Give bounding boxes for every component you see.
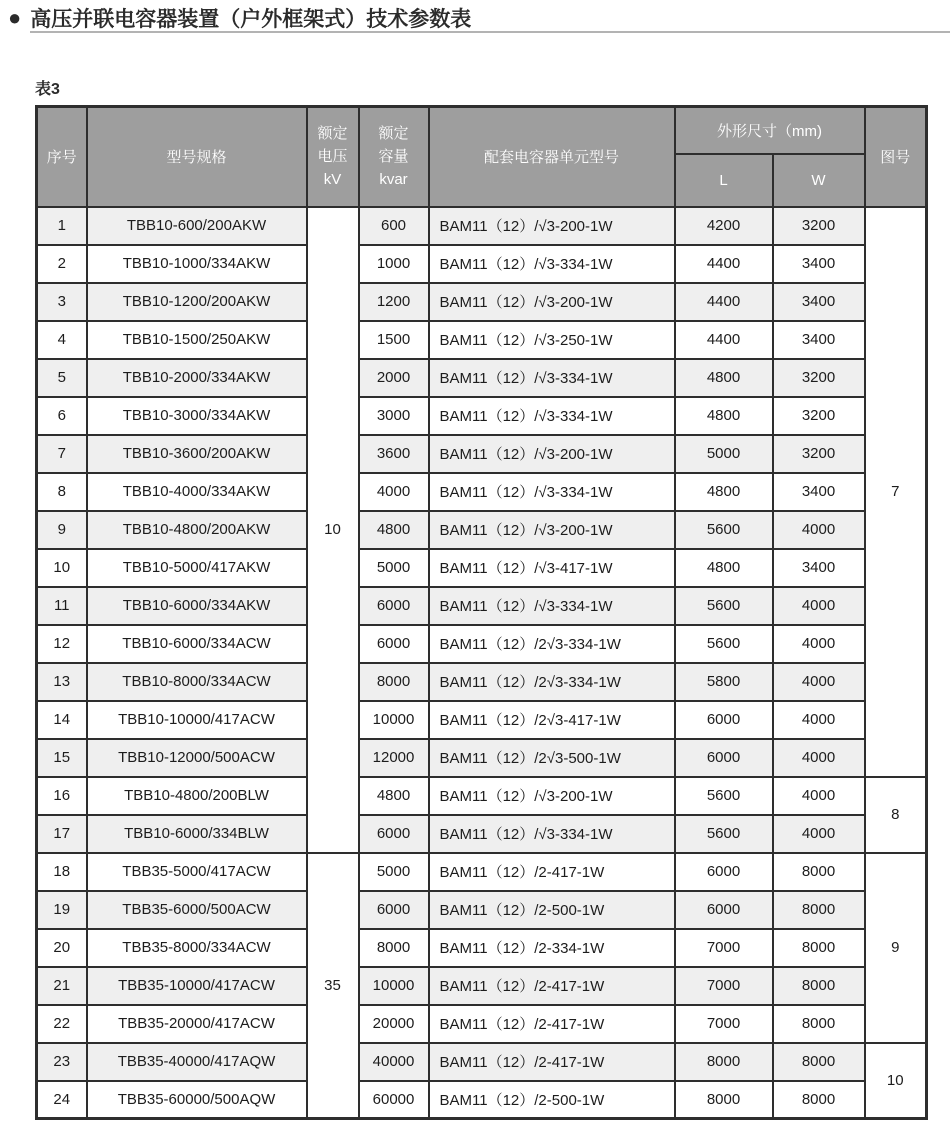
cell-dimension-w: 8000 [773,1043,865,1081]
cell-serial-no: 12 [37,625,87,663]
header-unit-model: 配套电容器单元型号 [429,107,675,207]
cell-dimension-w: 8000 [773,929,865,967]
cell-rated-capacity: 6000 [359,891,429,929]
header-dimensions: 外形尺寸（mm) [675,107,865,154]
cell-serial-no: 18 [37,853,87,891]
cell-dimension-w: 4000 [773,511,865,549]
cell-serial-no: 13 [37,663,87,701]
cell-capacitor-unit-model: BAM11（12）/√3-200-1W [429,283,675,321]
cell-capacitor-unit-model: BAM11（12）/√3-334-1W [429,473,675,511]
cell-capacitor-unit-model: BAM11（12）/2√3-334-1W [429,625,675,663]
cell-dimension-l: 6000 [675,701,773,739]
cell-dimension-l: 5600 [675,587,773,625]
cell-rated-capacity: 5000 [359,549,429,587]
cell-capacitor-unit-model: BAM11（12）/√3-417-1W [429,549,675,587]
cell-model-spec: TBB10-6000/334AKW [87,587,307,625]
cell-capacitor-unit-model: BAM11（12）/2√3-334-1W [429,663,675,701]
cell-rated-capacity: 40000 [359,1043,429,1081]
cell-serial-no: 16 [37,777,87,815]
table-body [37,207,927,1119]
cell-model-spec: TBB10-5000/417AKW [87,549,307,587]
cell-rated-capacity: 1000 [359,245,429,283]
cell-model-spec: TBB10-1500/250AKW [87,321,307,359]
table-row [37,283,927,321]
cell-model-spec: TBB10-4800/200AKW [87,511,307,549]
cell-dimension-w: 3200 [773,359,865,397]
cell-rated-capacity: 8000 [359,929,429,967]
bullet-icon: ● [8,5,22,30]
cell-serial-no: 10 [37,549,87,587]
header-rated-voltage: 额定 电压 kV [307,107,359,207]
cell-dimension-w: 8000 [773,891,865,929]
cell-capacitor-unit-model: BAM11（12）/√3-334-1W [429,245,675,283]
cell-rated-capacity: 4800 [359,777,429,815]
table-row [37,891,927,929]
cell-dimension-l: 8000 [675,1081,773,1119]
cell-capacitor-unit-model: BAM11（12）/√3-200-1W [429,511,675,549]
cell-rated-capacity: 6000 [359,625,429,663]
cell-dimension-l: 6000 [675,739,773,777]
table-row [37,397,927,435]
cell-rated-capacity: 4800 [359,511,429,549]
cell-dimension-l: 5600 [675,625,773,663]
cell-serial-no: 22 [37,1005,87,1043]
table-row [37,207,927,245]
cell-model-spec: TBB10-3000/334AKW [87,397,307,435]
cell-serial-no: 6 [37,397,87,435]
table-row [37,435,927,473]
cell-dimension-l: 5600 [675,511,773,549]
cell-dimension-w: 8000 [773,1081,865,1119]
cell-rated-capacity: 5000 [359,853,429,891]
cell-dimension-l: 6000 [675,853,773,891]
cell-dimension-l: 4400 [675,245,773,283]
cell-dimension-w: 3400 [773,549,865,587]
cell-serial-no: 3 [37,283,87,321]
cell-dimension-w: 4000 [773,663,865,701]
cell-figure-no: 7 [865,207,927,777]
table-row [37,815,927,853]
cell-rated-capacity: 2000 [359,359,429,397]
cell-capacitor-unit-model: BAM11（12）/2√3-500-1W [429,739,675,777]
cell-rated-capacity: 12000 [359,739,429,777]
page-title-text: 高压并联电容器装置（户外框架式）技术参数表 [30,8,472,31]
cell-model-spec: TBB35-5000/417ACW [87,853,307,891]
cell-dimension-l: 8000 [675,1043,773,1081]
cell-dimension-w: 3400 [773,283,865,321]
cell-figure-no: 8 [865,777,927,853]
table-row [37,663,927,701]
cell-dimension-l: 7000 [675,929,773,967]
cell-serial-no: 5 [37,359,87,397]
cell-capacitor-unit-model: BAM11（12）/2√3-417-1W [429,701,675,739]
table-row [37,967,927,1005]
cell-dimension-w: 3200 [773,207,865,245]
cell-serial-no: 24 [37,1081,87,1119]
table-row [37,511,927,549]
cell-model-spec: TBB35-40000/417AQW [87,1043,307,1081]
table-row [37,739,927,777]
cell-serial-no: 7 [37,435,87,473]
cell-model-spec: TBB10-8000/334ACW [87,663,307,701]
cell-serial-no: 2 [37,245,87,283]
cell-rated-capacity: 20000 [359,1005,429,1043]
cell-rated-capacity: 3000 [359,397,429,435]
cell-rated-voltage: 35 [307,853,359,1119]
cell-dimension-w: 3400 [773,321,865,359]
table-row [37,929,927,967]
table-row [37,473,927,511]
cell-serial-no: 19 [37,891,87,929]
cell-model-spec: TBB10-6000/334BLW [87,815,307,853]
cell-capacitor-unit-model: BAM11（12）/2-334-1W [429,929,675,967]
page-title [8,3,471,33]
cell-capacitor-unit-model: BAM11（12）/2-417-1W [429,967,675,1005]
cell-model-spec: TBB10-10000/417ACW [87,701,307,739]
cell-rated-capacity: 60000 [359,1081,429,1119]
cell-dimension-w: 3200 [773,397,865,435]
cell-capacitor-unit-model: BAM11（12）/2-417-1W [429,1005,675,1043]
cell-rated-capacity: 4000 [359,473,429,511]
cell-rated-capacity: 1200 [359,283,429,321]
header-dimension-w: W [773,154,865,207]
cell-dimension-l: 7000 [675,967,773,1005]
cell-rated-capacity: 6000 [359,587,429,625]
cell-rated-capacity: 6000 [359,815,429,853]
cell-dimension-w: 8000 [773,1005,865,1043]
cell-rated-capacity: 10000 [359,701,429,739]
cell-figure-no: 10 [865,1043,927,1119]
cell-dimension-w: 3200 [773,435,865,473]
table-label: 表3 [35,81,60,98]
cell-model-spec: TBB10-4000/334AKW [87,473,307,511]
table-row [37,359,927,397]
cell-dimension-w: 3400 [773,245,865,283]
cell-dimension-w: 4000 [773,701,865,739]
table-row [37,853,927,891]
cell-capacitor-unit-model: BAM11（12）/√3-200-1W [429,777,675,815]
header-no: 序号 [37,107,87,207]
cell-dimension-l: 7000 [675,1005,773,1043]
cell-model-spec: TBB10-1200/200AKW [87,283,307,321]
cell-capacitor-unit-model: BAM11（12）/√3-334-1W [429,587,675,625]
cell-model-spec: TBB35-60000/500AQW [87,1081,307,1119]
cell-capacitor-unit-model: BAM11（12）/2-500-1W [429,891,675,929]
header-model: 型号规格 [87,107,307,207]
cell-model-spec: TBB10-600/200AKW [87,207,307,245]
cell-dimension-l: 5800 [675,663,773,701]
cell-model-spec: TBB10-4800/200BLW [87,777,307,815]
cell-dimension-w: 4000 [773,739,865,777]
cell-serial-no: 11 [37,587,87,625]
header-dimension-l: L [675,154,773,207]
table-header [37,107,927,207]
cell-rated-capacity: 3600 [359,435,429,473]
cell-dimension-l: 4800 [675,549,773,587]
cell-model-spec: TBB35-6000/500ACW [87,891,307,929]
cell-rated-capacity: 10000 [359,967,429,1005]
cell-serial-no: 20 [37,929,87,967]
table-row [37,245,927,283]
cell-rated-capacity: 8000 [359,663,429,701]
cell-rated-capacity: 1500 [359,321,429,359]
cell-capacitor-unit-model: BAM11（12）/√3-334-1W [429,815,675,853]
cell-capacitor-unit-model: BAM11（12）/√3-334-1W [429,397,675,435]
cell-serial-no: 14 [37,701,87,739]
cell-model-spec: TBB10-6000/334ACW [87,625,307,663]
cell-serial-no: 4 [37,321,87,359]
cell-dimension-w: 3400 [773,473,865,511]
header-figure: 图号 [865,107,927,207]
header-rated-capacity: 额定 容量 kvar [359,107,429,207]
cell-dimension-w: 8000 [773,967,865,1005]
cell-serial-no: 21 [37,967,87,1005]
cell-model-spec: TBB10-3600/200AKW [87,435,307,473]
cell-model-spec: TBB10-12000/500ACW [87,739,307,777]
cell-dimension-l: 4800 [675,397,773,435]
cell-model-spec: TBB10-1000/334AKW [87,245,307,283]
cell-dimension-l: 4400 [675,321,773,359]
cell-dimension-l: 5000 [675,435,773,473]
table-row [37,701,927,739]
cell-capacitor-unit-model: BAM11（12）/2-500-1W [429,1081,675,1119]
cell-capacitor-unit-model: BAM11（12）/√3-200-1W [429,207,675,245]
cell-capacitor-unit-model: BAM11（12）/√3-334-1W [429,359,675,397]
cell-capacitor-unit-model: BAM11（12）/√3-250-1W [429,321,675,359]
table-row [37,625,927,663]
cell-capacitor-unit-model: BAM11（12）/2-417-1W [429,853,675,891]
cell-rated-voltage: 10 [307,207,359,853]
table-row [37,777,927,815]
cell-serial-no: 17 [37,815,87,853]
cell-capacitor-unit-model: BAM11（12）/2-417-1W [429,1043,675,1081]
cell-capacitor-unit-model: BAM11（12）/√3-200-1W [429,435,675,473]
cell-dimension-w: 4000 [773,815,865,853]
table-row [37,549,927,587]
parameters-table [35,105,928,1120]
cell-dimension-w: 4000 [773,625,865,663]
cell-serial-no: 23 [37,1043,87,1081]
cell-dimension-l: 4200 [675,207,773,245]
cell-model-spec: TBB35-10000/417ACW [87,967,307,1005]
title-divider [30,31,950,33]
cell-dimension-l: 4800 [675,473,773,511]
cell-dimension-l: 4800 [675,359,773,397]
cell-dimension-l: 5600 [675,777,773,815]
cell-model-spec: TBB35-20000/417ACW [87,1005,307,1043]
cell-serial-no: 1 [37,207,87,245]
cell-dimension-w: 4000 [773,587,865,625]
cell-dimension-w: 8000 [773,853,865,891]
table-row [37,1043,927,1081]
cell-dimension-l: 6000 [675,891,773,929]
cell-dimension-l: 4400 [675,283,773,321]
cell-serial-no: 15 [37,739,87,777]
cell-model-spec: TBB10-2000/334AKW [87,359,307,397]
cell-rated-capacity: 600 [359,207,429,245]
cell-model-spec: TBB35-8000/334ACW [87,929,307,967]
cell-serial-no: 8 [37,473,87,511]
table-row [37,321,927,359]
table-row [37,587,927,625]
cell-serial-no: 9 [37,511,87,549]
table-row [37,1005,927,1043]
cell-dimension-l: 5600 [675,815,773,853]
cell-figure-no: 9 [865,853,927,1043]
table-row [37,1081,927,1119]
cell-dimension-w: 4000 [773,777,865,815]
